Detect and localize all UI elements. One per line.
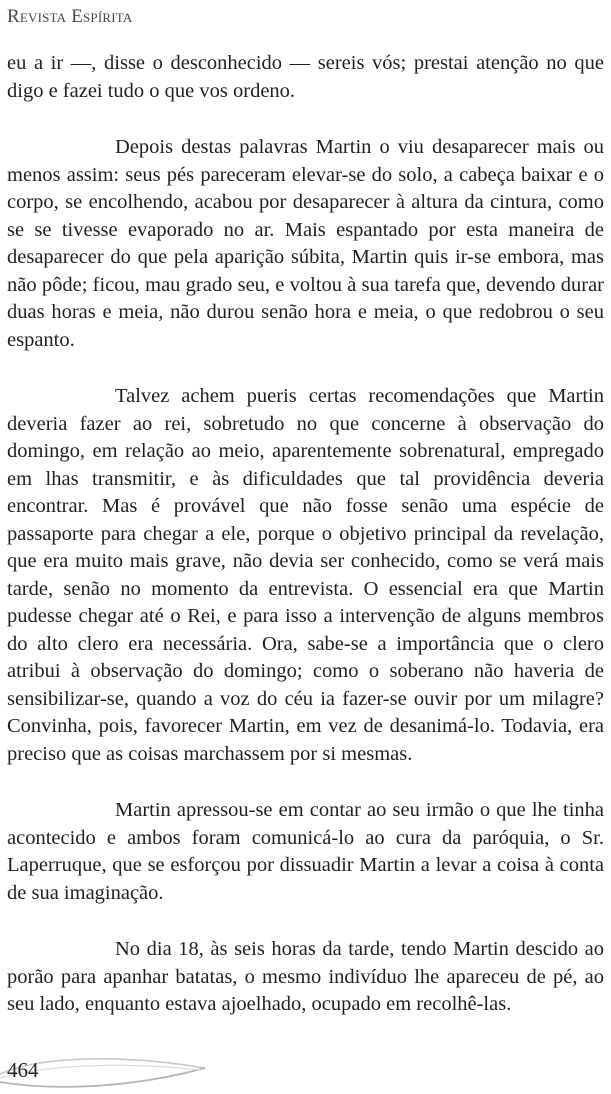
paragraph-4: Martin apressou-se em contar ao seu irmão o que lhe tinha acontecido e ambos foram comunicá-lo ao cura da paróquia, o Sr. Laperruque, que se esforçou por dissuadir Martin a levar a coisa à conta de sua imaginação. xyxy=(7,799,604,904)
page-body xyxy=(7,50,604,1048)
paragraph-5: No dia 18, às seis horas da tarde, tendo Martin descido ao porão para apanhar batatas, o mesmo indivíduo lhe apareceu de pé, ao seu lado, enquanto estava ajoelhado, ocupado em recolhê-las. xyxy=(7,938,604,1015)
paragraph-3: Talvez achem pueris certas recomendações que Martin deveria fazer ao rei, sobretudo no que concerne à observação do domingo, em relação ao meio, aparentemente sobrenatural, empregado em lhas transmitir, e às dificuldades que tal providência deveria encontrar. Mas é provável que não fosse senão uma espécie de passaporte para chegar a ele, porque o objetivo principal da revelação, que era muito mais grave, não devia ser conhecido, como se verá mais tarde, senão no momento da entrevista. O essencial era que Martin pudesse chegar até o Rei, e para isso a intervenção de alguns membros do alto clero era necessária. Ora, sabe-se a importância que o clero atribui à observação do domingo; como o soberano não haveria de sensibilizar-se, quando a voz do céu ia fazer-se ouvir por um milagre? Convinha, pois, favorecer Martin, em vez de desanimá-lo. Todavia, era preciso que as coisas marchassem por si mesmas. xyxy=(7,385,604,765)
paragraph-1: eu a ir —, disse o desconhecido — sereis vós; prestai atenção no que digo e fazei tudo o que vos ordeno. xyxy=(7,52,604,102)
running-header: Revista Espírita xyxy=(7,6,133,27)
paragraph-2: Depois destas palavras Martin o viu desaparecer mais ou menos assim: seus pés pareceram elevar-se do solo, a cabeça baixar e o corpo, se encolhendo, acabou por desaparecer à altura da cintura, como se se tivesse evaporado no ar. Mais espantado por esta maneira de desaparecer do que pela aparição súbita, Martin quis ir-se embora, mas não pôde; ficou, mau grado seu, e voltou à sua tarefa que, devendo durar duas horas e meia, não durou senão hora e meia, o que redobrou o seu espanto. xyxy=(7,136,604,351)
page-number: 464 xyxy=(7,1058,39,1082)
page-footer xyxy=(0,1052,611,1094)
